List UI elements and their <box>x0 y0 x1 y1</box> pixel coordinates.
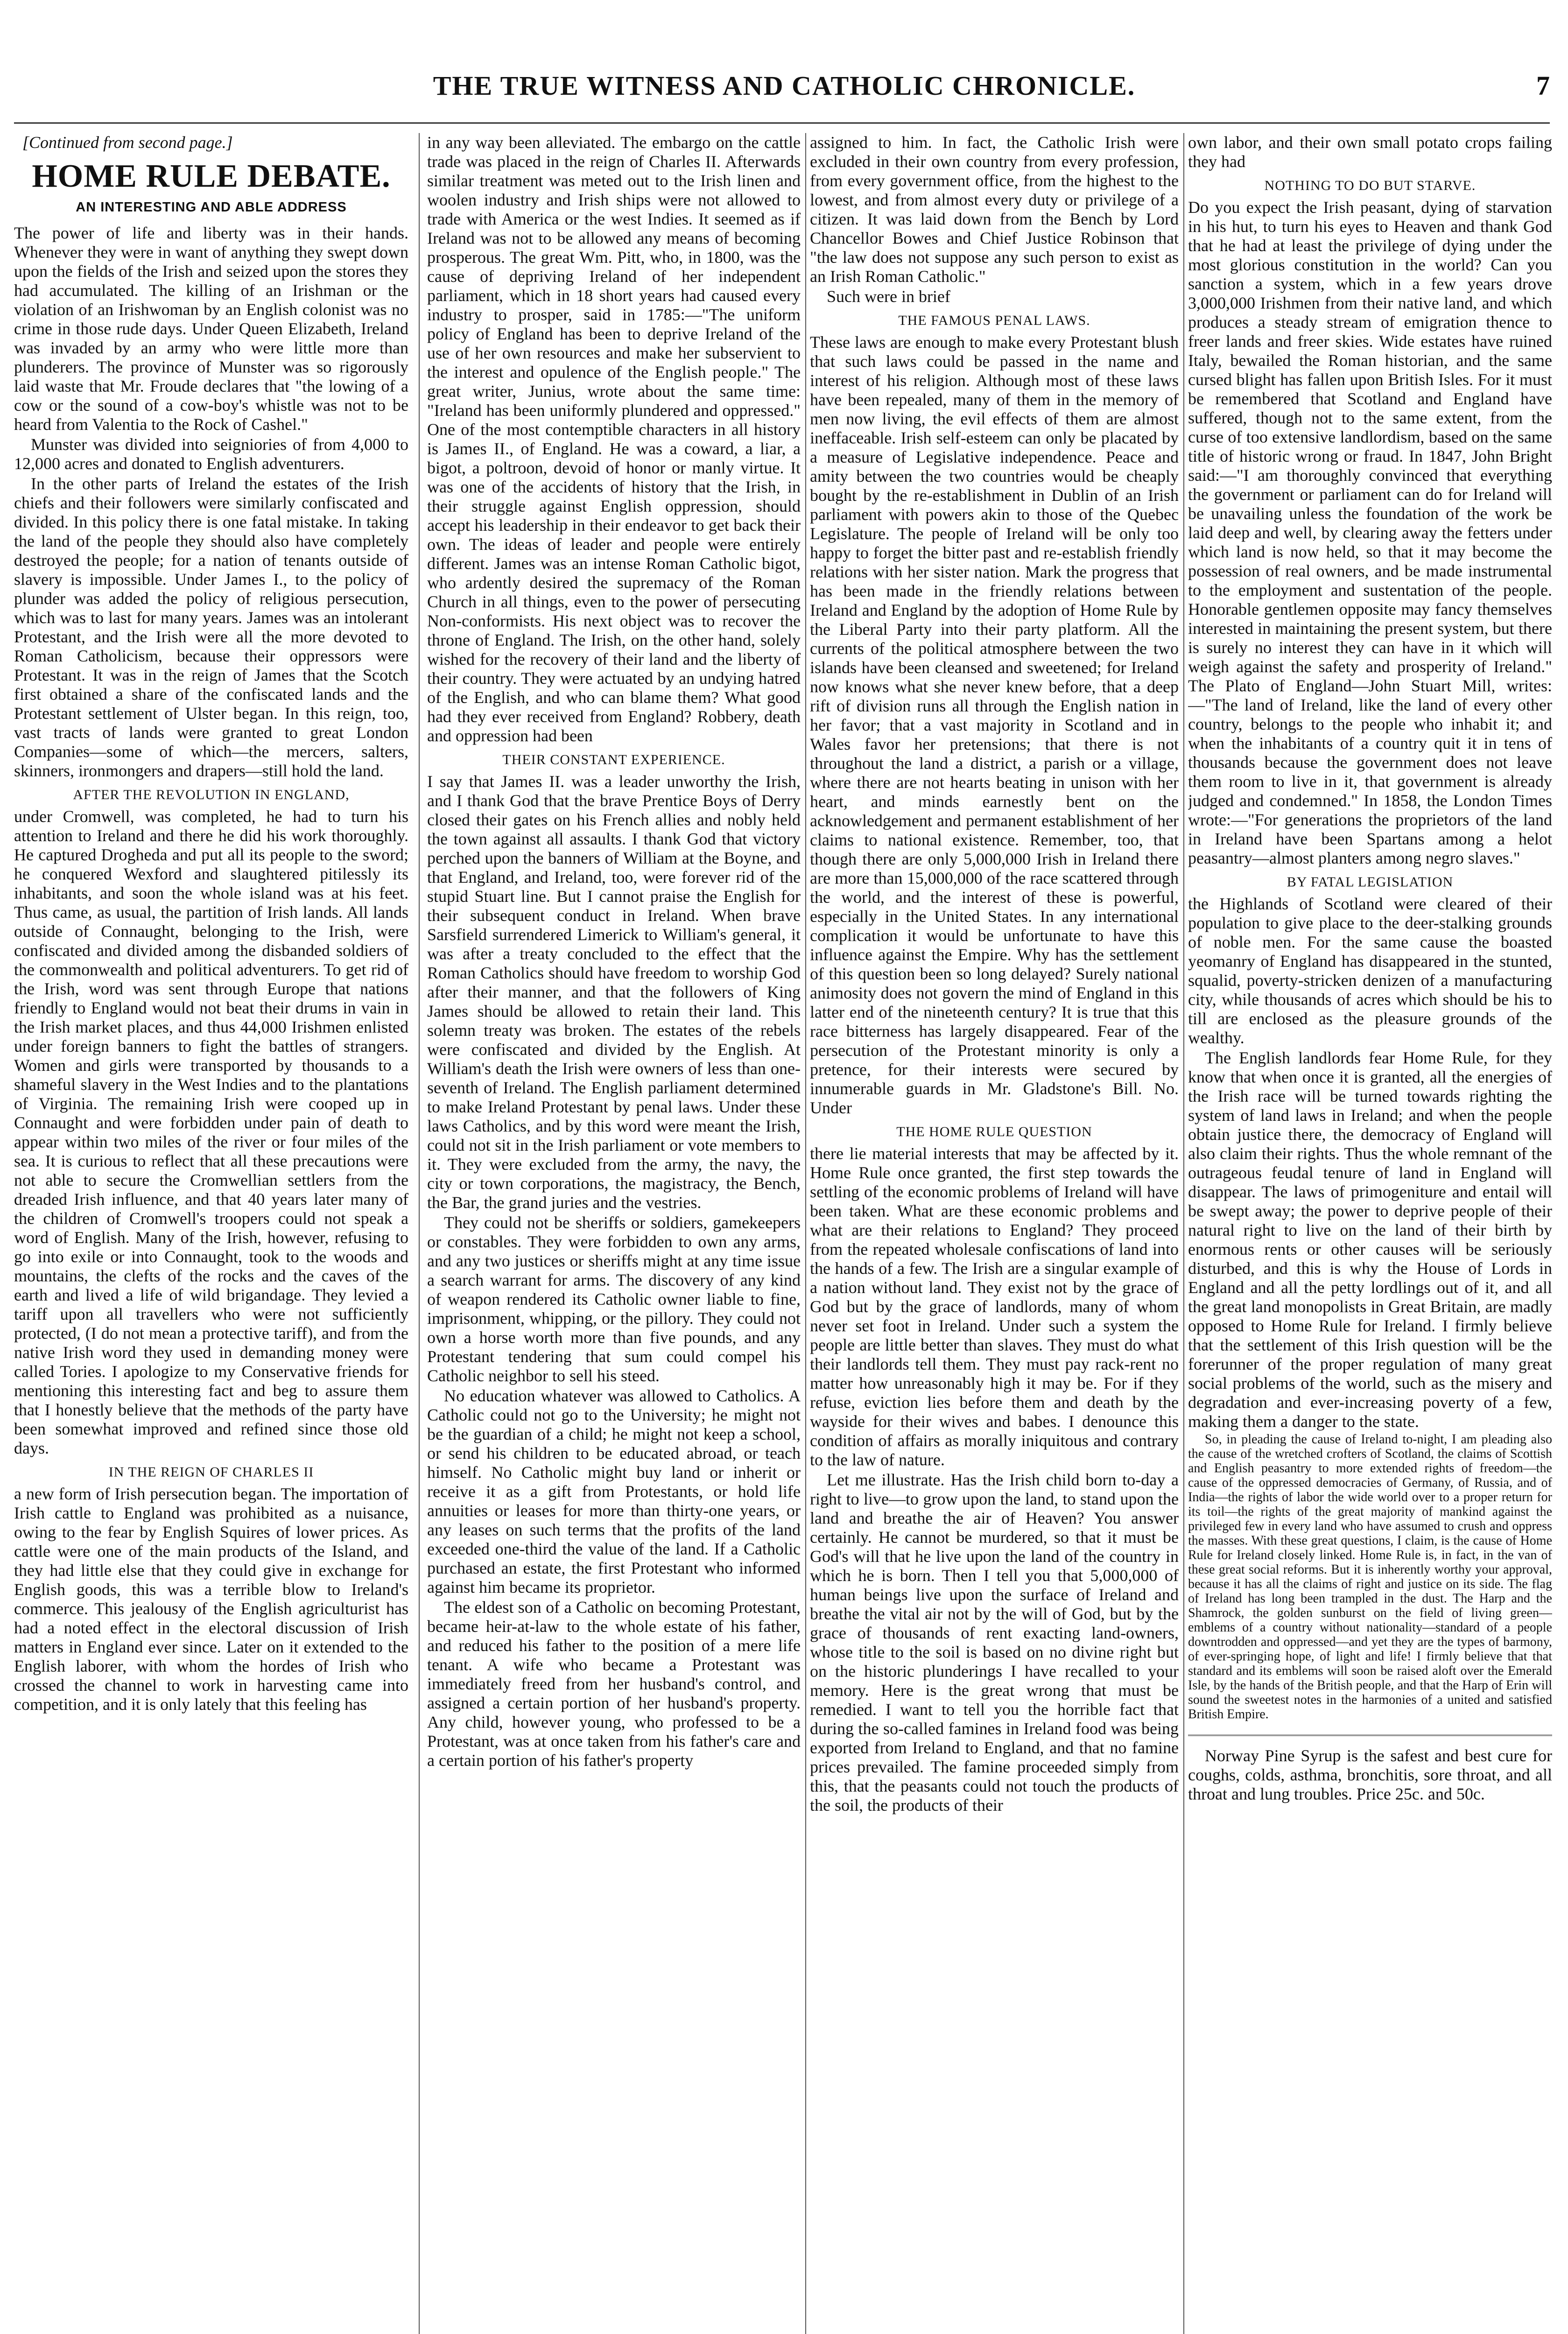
advertisement <box>1188 1735 1552 1804</box>
column-4 <box>1188 133 1552 2334</box>
section-heading: THEIR CONSTANT EXPERIENCE. <box>502 752 725 767</box>
paragraph: assigned to him. In fact, the Catholic Irish were excluded in their own country from every profession, from every government office, from the highest to the lowest, and from almost every duty or privilege of a citizen. It was laid down from the Bench by Lord Chancellor Bowes and Chief Justice Robinson that "the law does not suppose any such person to exist as an Irish Roman Catholic." <box>810 133 1179 286</box>
masthead <box>19 70 1550 112</box>
column-divider <box>805 133 806 2334</box>
section-heading: BY FATAL LEGISLATION <box>1287 874 1454 890</box>
section-heading: NOTHING TO DO BUT STARVE. <box>1264 178 1476 193</box>
paragraph: The eldest son of a Catholic on becoming Protestant, became heir-at-law to the whole estate of his father, and reduced his father to the position of a mere life tenant. A wife who became a Protestant was immediately freed from her husband's control, and assigned a certain portion of her husband's property. Any child, however young, who professed to be a Protestant, was at once taken from his father's care and a certain portion of his father's property <box>427 1598 801 1770</box>
paragraph: a new form of Irish persecution began. The importation of Irish cattle to England was prohibited as a nuisance, owing to the fear by English Squires of lower prices. As cattle were one of the main products of the Island, and they had little else that they could give in exchange for English goods, this was a terrible blow to Ireland's commerce. This jealousy of the English agriculturist has had a noted effect in the electoral discussion of Irish matters in England ever since. Later on it extended to the English laborer, with whom the hordes of Irish who crossed the channel to work in harvesting came into competition, and it is only lately that this feeling has <box>14 1484 408 1714</box>
column-1 <box>14 133 408 2334</box>
advertisement-text: Norway Pine Syrup is the safest and best cure for coughs, colds, asthma, bronchitis, sore throat, and all throat and lung troubles. Price 25c. and 50c. <box>1188 1746 1552 1803</box>
paragraph-small-print: So, in pleading the cause of Ireland to-night, I am pleading also the cause of the wretched crofters of Scotland, the claims of Scottish and English peasantry to more extended rights of freedom—the cause of the oppressed democracies of Germany, of Russia, and of India—the rights of labor the wide world over to a proper return for its toil—the rights of the great majority of mankind against the privileged few in every land who have assumed to crush and oppress the masses. With these great questions, I claim, is the cause of Home Rule for Ireland closely linked. Home Rule is, in fact, in the van of these great social reforms. But it is inherently worthy your approval, because it has all the claims of right and justice on its side. The flag of Ireland has long been trampled in the dust. The Harp and the Shamrock, the golden sunburst on the field of living green—emblems of a country without nationality—standard of a people downtrodden and oppressed—and yet they are the types of barmony, of ever-springing hope, of light and life! I firmly believe that that standard and its emblems will soon be raised aloft over the Emerald Isle, by the hands of the British people, and that the Harp of Erin will sound the sweetest notes in the harmonies of a united and satisfied British Empire. <box>1188 1432 1552 1722</box>
paragraph: The power of life and liberty was in their hands. Whenever they were in want of anything they swept down upon the fields of the Irish and seized upon the stores they had accumulated. The killing of an Irishman or the violation of an Irishwoman by an English colonist was no crime in those rude days. Under Queen Elizabeth, Ireland was invaded by an army who were little more than plunderers. The province of Munster was so rigorously laid waste that Mr. Froude declares that "the lowing of a cow or the sound of a cow-boy's whistle was not to be heard from Valentia to the Rock of Cashel." <box>14 224 408 434</box>
paragraph: They could not be sheriffs or soldiers, gamekeepers or constables. They were forbidden to own any arms, and any two justices or sheriffs might at any time issue a search warrant for arms. The discovery of any kind of weapon rendered its Catholic owner liable to fine, imprisonment, whipping, or the pillory. They could not own a horse worth more than five pounds, and any Protestant tendering that sum could compel his Catholic neighbor to sell his steed. <box>427 1213 801 1385</box>
column-2 <box>427 133 801 2334</box>
column-divider <box>1183 133 1184 2334</box>
paragraph: in any way been alleviated. The embargo on the cattle trade was placed in the reign of Charles II. Afterwards similar treatment was meted out to the Irish linen and woolen industry and Irish ships were not allowed to trade with America or the west Indies. It seemed as if Ireland was not to be allowed any means of becoming prosperous. The great Wm. Pitt, who, in 1800, was the cause of depriving Ireland of her independent parliament, which in 18 short years had caused every industry to prosper, said in 1785:—"The uniform policy of England has been to deprive Ireland of the use of her own resources and make her subservient to the interest and opulence of the English people." The great writer, Junius, wrote about the same time: "Ireland has been uniformly plundered and oppressed." One of the most contemptible characters in all history is James II., of England. He was a coward, a liar, a bigot, a poltroon, devoid of honor or manly virtue. It was one of the accidents of history that the Irish, in their struggle against English oppression, should accept his leadership in their endeavor to get back their own. The ideas of leader and people were entirely different. James was an intense Roman Catholic bigot, who ardently desired the supremacy of the Roman Church in all things, even to the power of persecuting Non-conformists. His next object was to recover the throne of England. The Irish, on the other hand, solely wished for the recovery of their land and the liberty of their country. They were actuated by an undying hatred of the English, and who can blame them? What good had they ever received from England? Robbery, death and oppression had been <box>427 133 801 745</box>
section-heading: AFTER THE REVOLUTION IN ENGLAND, <box>73 787 350 802</box>
paragraph: These laws are enough to make every Protestant blush that such laws could be passed in the name and interest of his religion. Although most of these laws have been repealed, many of them in the memory of men now living, the evil effects of them are almost ineffaceable. Irish self-esteem can only be placated by a measure of Legislative independence. Peace and amity between the two countries would be cheaply bought by the re-establishment in Dublin of an Irish parliament with powers akin to those of the Quebec Legislature. The people of Ireland will be only too happy to forget the bitter past and re-establish friendly relations with her sister nation. Mark the progress that has been made in the friendly relations between Ireland and England by the adoption of Home Rule by the Liberal Party into their party platform. All the currents of the political atmosphere between the two islands have been cleansed and sweetened; for Ireland now knows what she never knew before, that a deep rift of division runs all through the English nation in her favor; that a vast majority in Scotland and in Wales favor her pretensions; that there is not throughout the land a district, a parish or a village, where there are not hearts beating in unison with her heart, and minds earnestly bent on the acknowledgement and permanent establishment of her claims to national existence. Remember, too, that though there are only 5,000,000 Irish in Ireland there are more than 15,000,000 of the race scattered through the world, and the interest of these is powerful, especially in the United States. In any international complication it would be unfortunate to have this influence against the Empire. Why has the settlement of this question been so long delayed? Surely national animosity does not govern the mind of England in this latter end of the nineteenth century? It is true that this race bitterness has largely disappeared. Fear of the persecution of the Protestant minority is only a pretence, for their interests were secured by innumerable guards in Mr. Gladstone's Bill. No. Under <box>810 333 1179 1117</box>
page-number: 7 <box>1536 70 1550 101</box>
paragraph: The English landlords fear Home Rule, for they know that when once it is granted, all the energies of the Irish race will be turned towards righting the system of land laws in Ireland; and when the people obtain justice there, the democracy of England will also claim their rights. Thus the whole remnant of the outrageous feudal tenure of land in England will disappear. The laws of primogeniture and entail will be swept away; the power to deprive people of their natural right to live on the land of their birth by enormous rents or other causes will be seriously disturbed, and this is why the House of Lords in England and all the petty lordlings out of it, and all the great land monopolists in Great Britain, are madly opposed to Home Rule for Ireland. I firmly believe that the settlement of this Irish question will be the forerunner of the proper regulation of many great social problems of the world, such as the misery and degradation and ever-increasing poverty of a few, making them a danger to the state. <box>1188 1048 1552 1431</box>
header-rule <box>14 122 1550 124</box>
section-heading: IN THE REIGN OF CHARLES II <box>108 1464 314 1480</box>
paragraph: own labor, and their own small potato crops failing they had <box>1188 133 1552 171</box>
paragraph: under Cromwell, was completed, he had to turn his attention to Ireland and there he did his work thoroughly. He captured Drogheda and put all its people to the sword; he conquered Wexford and slaughtered pitilessly its inhabitants, and soon the whole island was at his feet. Thus came, as usual, the partition of Irish lands. All lands outside of Connaught, belonging to the Irish, were confiscated and divided among the disbanded soldiers of the commonwealth and political adventurers. To get rid of the Irish, word was sent through Europe that nations friendly to England would not beat their drums in vain in the Irish market places, and thus 44,000 Irishmen enlisted under foreign banners to fight the battles of strangers. Women and girls were transported by thousands to a shameful slavery in the West Indies and to the plantations of Virginia. The remaining Irish were cooped up in Connaught and were forbidden under pain of death to appear within two miles of the river or four miles of the sea. It is curious to reflect that all these precautions were not able to secure the Cromwellian settlers from the dreaded Irish influence, and that 40 years later many of the children of Cromwell's troopers could not speak a word of English. Many of the Irish, however, refusing to go into exile or into Connaught, took to the woods and mountains, the clefts of the rocks and the caves of the earth and lived a life of wild brigandage. They levied a tariff upon all travellers who were not sufficiently protected, (I do not mean a protective tariff), and from the native Irish word they used in demanding money were called Tories. I apologize to my Conservative friends for mentioning this interesting fact and beg to assure them that I honestly believe that the methods of the party have been somewhat improved and refined since those old days. <box>14 807 408 1457</box>
section-heading: THE HOME RULE QUESTION <box>896 1124 1092 1139</box>
paragraph: Munster was divided into seigniories of from 4,000 to 12,000 acres and donated to English adventurers. <box>14 435 408 473</box>
column-divider <box>419 133 420 2334</box>
article-title: HOME RULE DEBATE. <box>32 158 391 194</box>
paragraph: Let me illustrate. Has the Irish child born to-day a right to live—to grow upon the land, to stand upon the land and breathe the air of Heaven? You answer certainly. He cannot be murdered, so that it must be God's will that he live upon the land of the country in which he is born. Then I tell you that 5,000,000 of human beings live upon the surface of Ireland and breathe the vital air not by the will of God, but by the grace of thousands of rent exacting land-owners, whose title to the soil is based on no divine right but on the historic plunderings I have recalled to your memory. Here is the great wrong that must be remedied. I want to tell you the horrible fact that during the so-called famines in Ireland food was being exported from Ireland to England, and that no famine prices prevailed. The famine proceeded simply from this, that the peasants could not touch the products of the soil, the products of their <box>810 1470 1179 1814</box>
continued-note: [Continued from second page.] <box>22 133 233 152</box>
column-3 <box>810 133 1179 2334</box>
paragraph: there lie material interests that may be affected by it. Home Rule once granted, the first step towards the settling of the economic problems of Ireland will have been taken. What are these economic problems and what are their relations to England? They proceed from the repeated wholesale confiscations of land into the hands of a few. The Irish are a singular example of a nation without land. They exist not by the grace of God but by the grace of landlords, many of whom never set foot in Ireland. Under such a system the people are little better than slaves. They must do what their landlords tell them. They must pay rack-rent no matter how unreasonably high it may be. For if they refuse, eviction lies before them and death by the wayside for their wives and babes. I denounce this condition of affairs as morally iniquitous and contrary to the law of nature. <box>810 1144 1179 1469</box>
newspaper-title: THE TRUE WITNESS AND CATHOLIC CHRONICLE. <box>433 70 1136 101</box>
paragraph: In the other parts of Ireland the estates of the Irish chiefs and their followers were similarly confiscated and divided. In this policy there is one fatal mistake. In taking the land of the people they should also have completely destroyed the people; for a nation of tenants outside of slavery is impossible. Under James I., to the policy of plunder was added the policy of religious persecution, which was to last for many years. James was an intolerant Protestant, and the Irish were all the more devoted to Roman Catholicism, because their oppressors were Protestant. It was in the reign of James that the Scotch first obtained a share of the confiscated lands and the Protestant settlement of Ulster began. In this reign, too, vast tracts of lands were granted to great London Companies—some of which—the mercers, salters, skinners, ironmongers and drapers—still hold the land. <box>14 474 408 780</box>
paragraph: Such were in brief <box>827 287 950 306</box>
paragraph: the Highlands of Scotland were cleared of their population to give place to the deer-stalking grounds of noble men. For the same cause the boasted yeomanry of England has disappeared in the stunted, squalid, poverty-stricken denizen of a manufacturing city, while thousands of acres which should be his to till are enclosed as the pleasure grounds of the wealthy. <box>1188 894 1552 1047</box>
paragraph: Do you expect the Irish peasant, dying of starvation in his hut, to turn his eyes to Heaven and thank God that he had at least the privilege of dying under the most glorious constitution in the world? Can you sanction a system, which in a few years drove 3,000,000 Irishmen from their native land, and which produces a steady stream of emigration thence to freer lands and freer skies. Wide estates have ruined Italy, bewailed the Roman historian, and the same cursed blight has fallen upon British Isles. For it must be remembered that Scotland and England have suffered, though not to the same extent, from the curse of too extensive landlordism, based on the same title of historic wrong or fraud. In 1847, John Bright said:—"I am thoroughly convinced that everything the government or parliament can do for Ireland will be unavailing unless the foundation of the work be laid deep and well, by clearing away the fetters under which land is now held, so that it may become the possession of real owners, and be made instrumental to the employment and sustentation of the people. Honorable gentlemen opposite may fancy themselves interested in maintaining the present system, but there is surely no interest they can have in it which will weigh against the safety and prosperity of Ireland." The Plato of England—John Stuart Mill, writes:—"The land of Ireland, like the land of every other country, belongs to the people who inhabit it; and when the inhabitants of a country quit it in tens of thousands because the government does not leave them room to live in it, that government is already judged and condemned." In 1858, the London Times wrote:—"For generations the proprietors of the land in Ireland have been Spartans among a helot peasantry—almost planters among negro slaves." <box>1188 198 1552 867</box>
paragraph: I say that James II. was a leader unworthy the Irish, and I thank God that the brave Prentice Boys of Derry closed their gates on his French allies and nobly held the town against all assaults. I thank God that victory perched upon the banners of William at the Boyne, and that England, and Ireland, too, were forever rid of the stupid Stuart line. But I cannot praise the English for their subsequent conduct in Ireland. When brave Sarsfield surrendered Limerick to William's general, it was after a treaty concluded to the effect that the Roman Catholics should have freedom to worship God after their manner, and that the followers of King James should be allowed to retain their land. This solemn treaty was broken. The estates of the rebels were confiscated and divided by the English. At William's death the Irish were owners of less than one-seventh of Ireland. The English parliament determined to make Ireland Protestant by penal laws. Under these laws Catholics, and by this word were meant the Irish, could not sit in the Irish parliament or vote members to it. They were excluded from the army, the navy, the city or town corporations, the magistracy, the Bench, the Bar, the grand juries and the vestries. <box>427 772 801 1212</box>
article-subtitle: AN INTERESTING AND ABLE ADDRESS <box>76 200 347 215</box>
section-heading: THE FAMOUS PENAL LAWS. <box>898 313 1090 328</box>
paragraph: No education whatever was allowed to Catholics. A Catholic could not go to the University; he might not be the guardian of a child; he might not keep a school, or send his children to be educated abroad, or teach himself. No Catholic might buy land or inherit or receive it as a gift from Protestants, or hold life annuities or leases for more than thirty-one years, or any leases on such terms that the profits of the land exceeded one-third the value of the land. If a Catholic purchased an estate, the first Protestant who informed against him became its proprietor. <box>427 1386 801 1596</box>
